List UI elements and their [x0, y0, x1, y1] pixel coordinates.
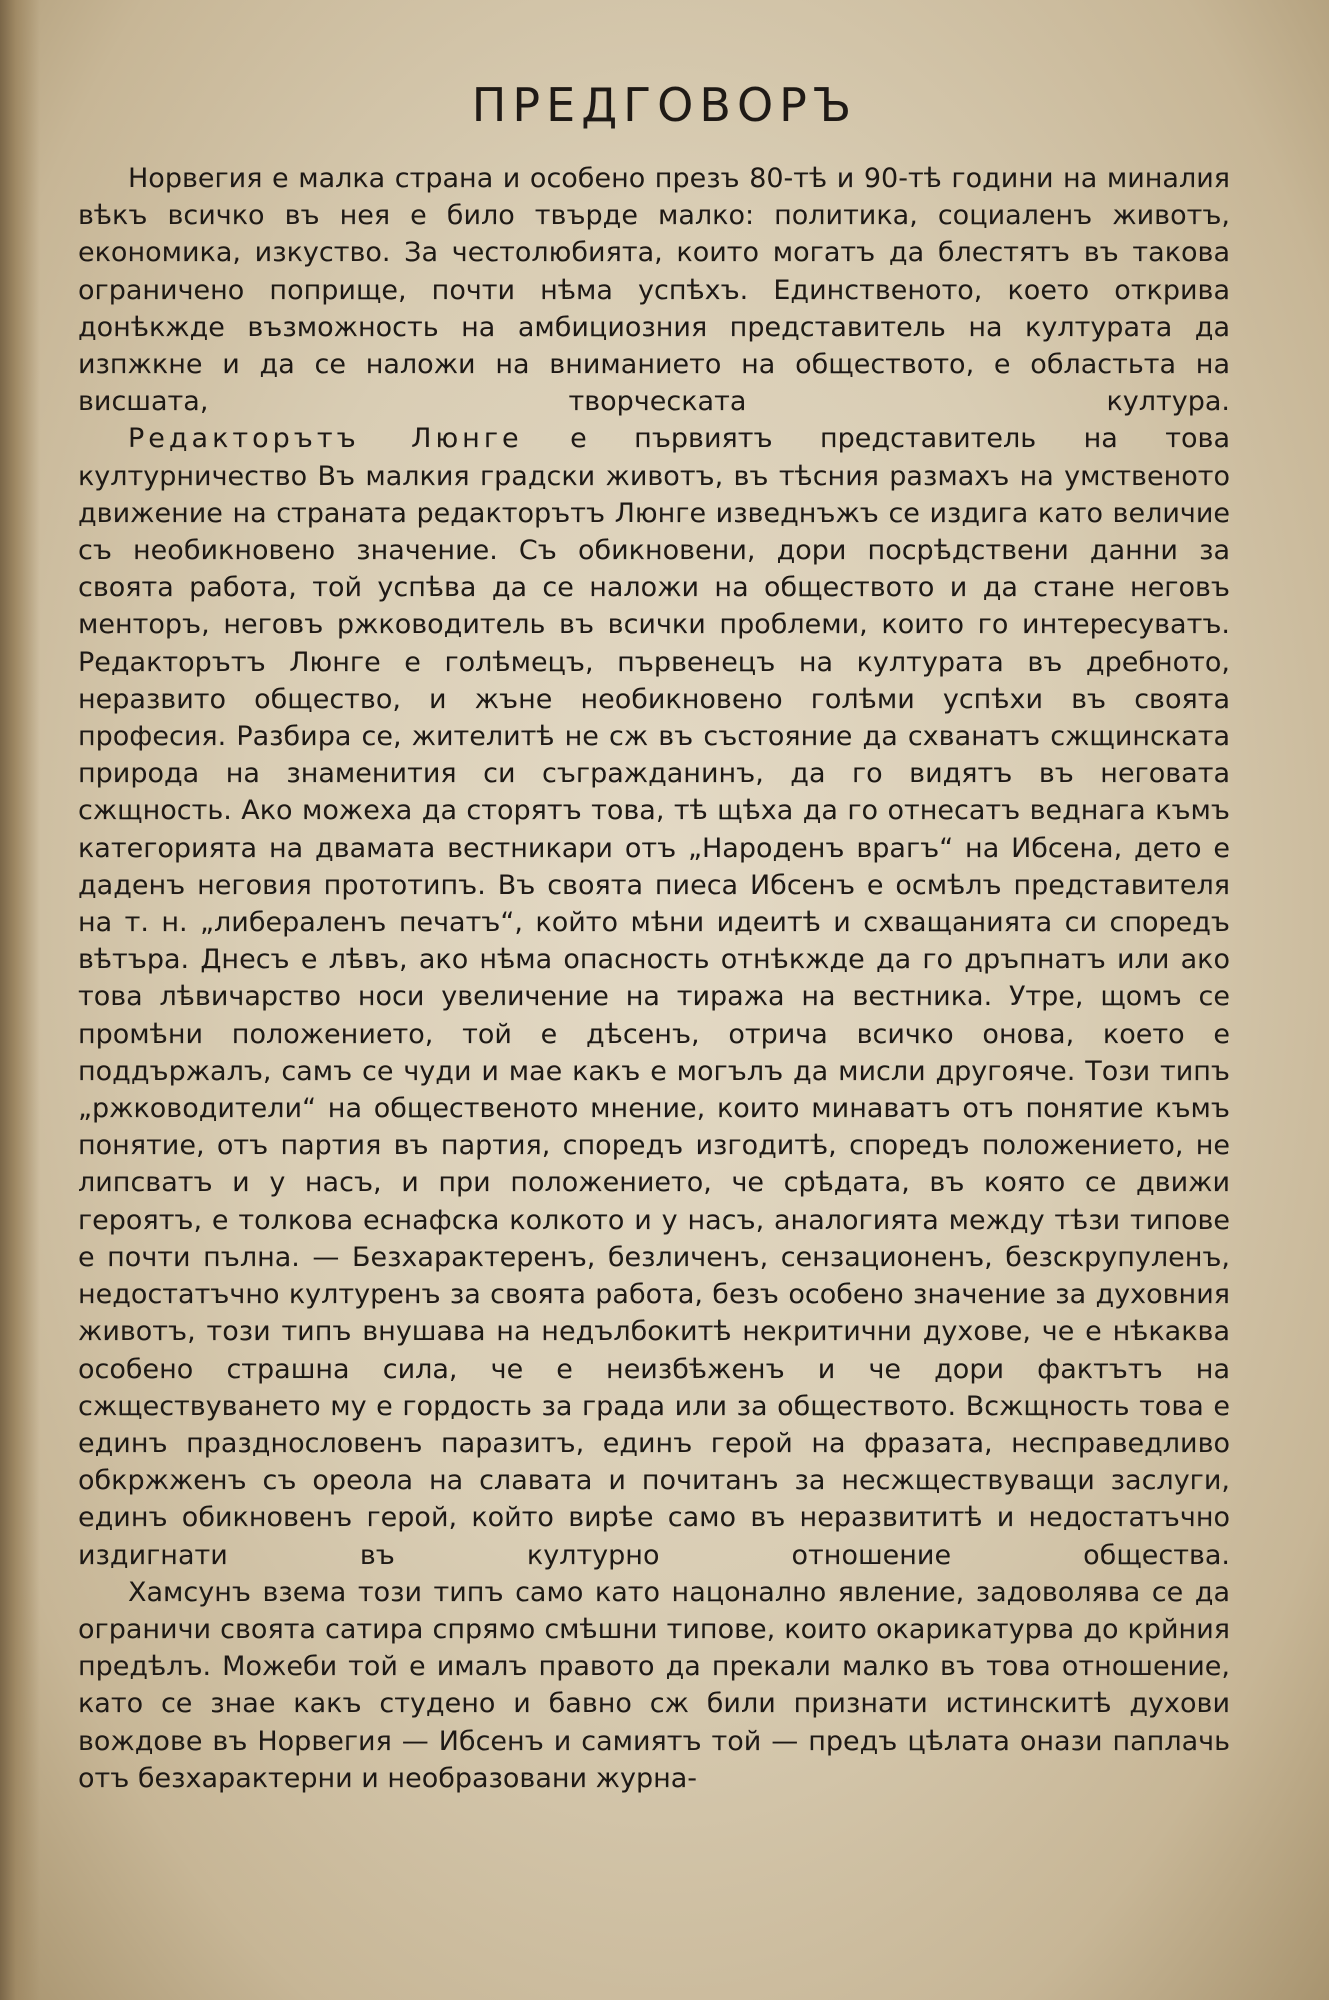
paragraph-text: Хамсунъ взема този типъ само като нацонално явление, задоволява се да ограничи своята сатира спрямо смѣшни типове, които окарикатурва до крйния предѣлъ. Можеби той е ималъ правото да прекали малко въ това отношение, като се знае какъ студено и бавно сж били признати истинскитѣ духови вождове въ Норвегия — Ибсенъ и самиятъ той — предъ цѣлата онази паплачь отъ безхарактерни и необразовани журна-	[78, 1576, 1230, 1794]
paragraph-3	[78, 1574, 1230, 1797]
paragraph-text: Норвегия е малка страна и особено презъ 80-тѣ и 90-тѣ години на миналия вѣкъ всичко въ нея е било твърде малко: политика, социаленъ животъ, економика, изкуство. За честолюбията, които могатъ да блестятъ въ такова ограничено поприще, почти нѣма успѣхъ. Единственото, което открива донѣкжде възможность на амбициозния представитель на културата да изпжкне и да се наложи на вниманието на обществото, е областьта на висшата, творческата култура.	[78, 163, 1230, 418]
body-text	[78, 160, 1230, 1797]
page-title: ПРЕДГОВОРЪ	[471, 78, 858, 132]
paragraph-2	[78, 420, 1230, 1573]
paragraph-text: е първиятъ представитель на това културничество Въ малкия градски животъ, въ тѣсния размахъ на умственото движение на страната редакторътъ Люнге изведнъжъ се издига като величие съ необикновено значение. Съ обикновени, дори посрѣдствени данни за своята работа, той успѣва да се наложи на обществото и да стане неговъ менторъ, неговъ ржководитель въ всички проблеми, които го интересуватъ. Редакторътъ Люнге е голѣмецъ, първенецъ на културата въ дребното, неразвито общество, и жъне необикновено голѣми успѣхи въ своята професия. Разбира се, жителитѣ не сж въ състояние да схванатъ сжщинската природа на знаменития си съгражданинъ, да го видятъ въ неговата сжщность. Ако можеха да сторятъ това, тѣ щѣха да го отнесатъ веднага къмъ категорията на двамата вестникари отъ „Народенъ врагъ“ на Ибсена, дето е даденъ неговия прототипъ. Въ своята пиеса Ибсенъ е осмѣлъ представителя на т. н. „либераленъ печатъ“, който мѣни идеитѣ и схващанията си споредъ вѣтъра. Днесъ е лѣвъ, ако нѣма опасность отнѣкжде да го дръпнатъ или ако това лѣвичарство носи увеличение на тиража на вестника. Утре, щомъ се промѣни положението, той е дѣсенъ, отрича всичко онова, което е поддържалъ, самъ се чуди и мае какъ е могълъ да мисли другояче. Този типъ „ржководители“ на общественото мнение, които минаватъ отъ понятие къмъ понятие, отъ партия въ партия, споредъ изгодитѣ, споредъ положението, не липсватъ и у насъ, и при положението, че срѣдата, въ която се движи героятъ, е толкова еснафска колкото и у насъ, аналогията между тѣзи типове е почти пълна. — Безхарактеренъ, безличенъ, сензационенъ, безскрупуленъ, недостатъчно културенъ за своята работа, безъ особено значение за духовния животъ, този типъ внушава на недълбокитѣ некритични духове, че е нѣкаква особено страшна сила, че е неизбѣженъ и че дори фактътъ на сжществуването му е гордость за града или за обществото. Всжщность това е единъ празднословенъ паразитъ, единъ герой на фразата, несправедливо обкржженъ съ ореола на славата и почитанъ за несжществуващи заслуги, единъ обикновенъ герой, който вирѣе само въ неразвититѣ и недостатъчно издигнати въ културно отношение общества.	[78, 423, 1231, 1571]
page-binding-shadow	[0, 0, 40, 2000]
paragraph-1	[78, 160, 1230, 420]
paragraph-lead: Редакторътъ Люнге	[128, 423, 523, 455]
